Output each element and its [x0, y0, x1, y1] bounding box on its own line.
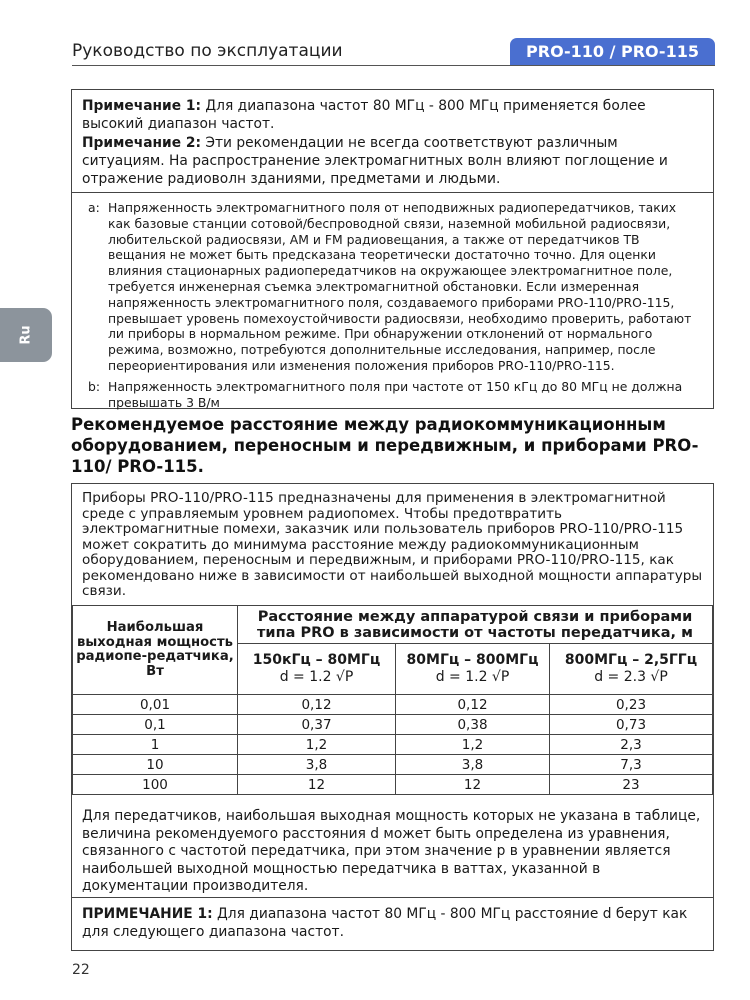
- notes-footnotes: [72, 193, 713, 410]
- table-cell: 0,73: [550, 715, 713, 735]
- table-cell: 2,3: [550, 735, 713, 755]
- final-note-label: ПРИМЕЧАНИЕ 1:: [82, 906, 213, 922]
- notes-box: [71, 89, 714, 409]
- intro-paragraph: Приборы PRO-110/PRO-115 предназначены для применения в электромагнитной среде с управляемым уровнем радиопомех. Чтобы предотвратить электромагнитные помехи, заказчик или пользователь приборов PRO-110/PRO-115 может сократить до минимума расстояние между радиокоммуникационным оборудованием, переносным и передвижным, и приборами PRO-110/PRO-115, как рекомендовано ниже в зависимости от наибольшей выходной мощности аппаратуры связи.: [82, 490, 703, 599]
- table-header-row: [73, 606, 713, 644]
- table-cell: 1,2: [396, 735, 550, 755]
- table-cell: 12: [396, 775, 550, 795]
- table-cell: 23: [550, 775, 713, 795]
- table-cell: 3,8: [238, 755, 396, 775]
- manual-title: Руководство по эксплуатации: [72, 41, 343, 61]
- notes-top: [72, 90, 713, 193]
- table-row: [73, 695, 713, 715]
- table-cell: 0,1: [73, 715, 238, 735]
- final-note: [72, 898, 713, 941]
- footnote-text: Напряженность электромагнитного поля от неподвижных радиопередатчиков, таких как базовые станции сотовой/беспроводной связи, наземной мобильной радиосвязи, любительской радиосвязи, AM и FM радиовещания, а также от передатчиков ТВ вещания не может быть предсказана теоретически достаточно точно. Для оценки влияния стационарных радиопередатчиков на окружающее электромагнитное поле, требуется инженерная съемка электромагнитной обстановки. Если измеренная напряженность электромагнитного поля, создаваемого приборами PRO-110/PRO-115, превышает уровень помехоустойчивости радиосвязи, необходимо проверить, работают ли приборы в нормальном режиме. При обнаружении отклонений от нормального режима, возможно, потребуются дополнительные исследования, например, после переориентирования или изменения положения приборов PRO-110/PRO-115.: [108, 200, 692, 373]
- note-1-label: Примечание 1:: [82, 98, 201, 114]
- final-note-text: Для диапазона частот 80 МГц - 800 МГц расстояние d берут как для следующего диапазона частот.: [82, 906, 688, 940]
- footnote-a: [88, 200, 701, 374]
- table-cell: 12: [238, 775, 396, 795]
- table-row: [73, 735, 713, 755]
- footnote-b: [88, 379, 701, 411]
- note-1-text: Для диапазона частот 80 МГц - 800 МГц применяется более высокий диапазон частот.: [82, 98, 646, 132]
- section-heading: Рекомендуемое расстояние между радиокоммуникационным оборудованием, переносным и передвижным, и приборами PRO-110/ PRO-115.: [71, 415, 699, 476]
- header-divider: [72, 65, 715, 66]
- range-header: [550, 644, 713, 695]
- footnote-marker: b:: [88, 378, 101, 394]
- after-table-paragraph: Для передатчиков, наибольшая выходная мощность которых не указана в таблице, величина рекомендуемого расстояния d может быть определена из уравнения, связанного с частотой передатчика, при этом значение p в уравнении является наибольшей выходной мощностью передатчика в ваттах, указанной в документации производителя.: [72, 800, 713, 898]
- language-tab-label: Ru: [18, 325, 34, 345]
- table-cell: 3,8: [396, 755, 550, 775]
- table-cell: 1,2: [238, 735, 396, 755]
- page-number: 22: [72, 962, 90, 978]
- range-label: 800МГц – 2,5ГГц: [564, 652, 698, 668]
- distance-column-header: Расстояние между аппаратурой связи и приборами типа PRO в зависимости от частоты передатчика, м: [238, 606, 713, 644]
- footnote-text: Напряженность электромагнитного поля при частоте от 150 кГц до 80 МГц не должна превышать 3 В/м: [108, 378, 683, 410]
- range-header: [396, 644, 550, 695]
- language-tab: [0, 308, 52, 362]
- table-cell: 100: [73, 775, 238, 795]
- table-cell: 0,01: [73, 695, 238, 715]
- table-cell: 10: [73, 755, 238, 775]
- note-2: [82, 134, 703, 188]
- table-row: [73, 775, 713, 795]
- note-2-label: Примечание 2:: [82, 135, 201, 151]
- range-label: 150кГц – 80МГц: [252, 652, 381, 668]
- table-row: [73, 715, 713, 735]
- table-cell: 0,37: [238, 715, 396, 735]
- table-row: [73, 755, 713, 775]
- table-cell: 0,38: [396, 715, 550, 735]
- distance-table: [72, 605, 713, 795]
- distance-box: [71, 483, 714, 951]
- table-cell: 0,12: [396, 695, 550, 715]
- note-2-text: Эти рекомендации не всегда соответствуют различным ситуациям. На распространение электромагнитных волн влияют поглощение и отражение радиоволн зданиями, предметами и людьми.: [82, 135, 668, 187]
- range-formula: d = 1.2 √P: [435, 669, 510, 685]
- note-1: [82, 97, 703, 133]
- table-cell: 0,12: [238, 695, 396, 715]
- range-header: [238, 644, 396, 695]
- range-formula: d = 1.2 √P: [279, 669, 354, 685]
- page-header: [72, 38, 715, 66]
- table-cell: 0,23: [550, 695, 713, 715]
- model-badge: PRO-110 / PRO-115: [510, 38, 715, 65]
- range-formula: d = 2.3 √P: [594, 669, 668, 685]
- table-cell: 1: [73, 735, 238, 755]
- footnote-marker: a:: [88, 200, 100, 215]
- power-column-header: Наибольшая выходная мощность радиопе-редатчика, Вт: [73, 606, 238, 695]
- range-label: 80МГц – 800МГц: [406, 652, 539, 668]
- table-cell: 7,3: [550, 755, 713, 775]
